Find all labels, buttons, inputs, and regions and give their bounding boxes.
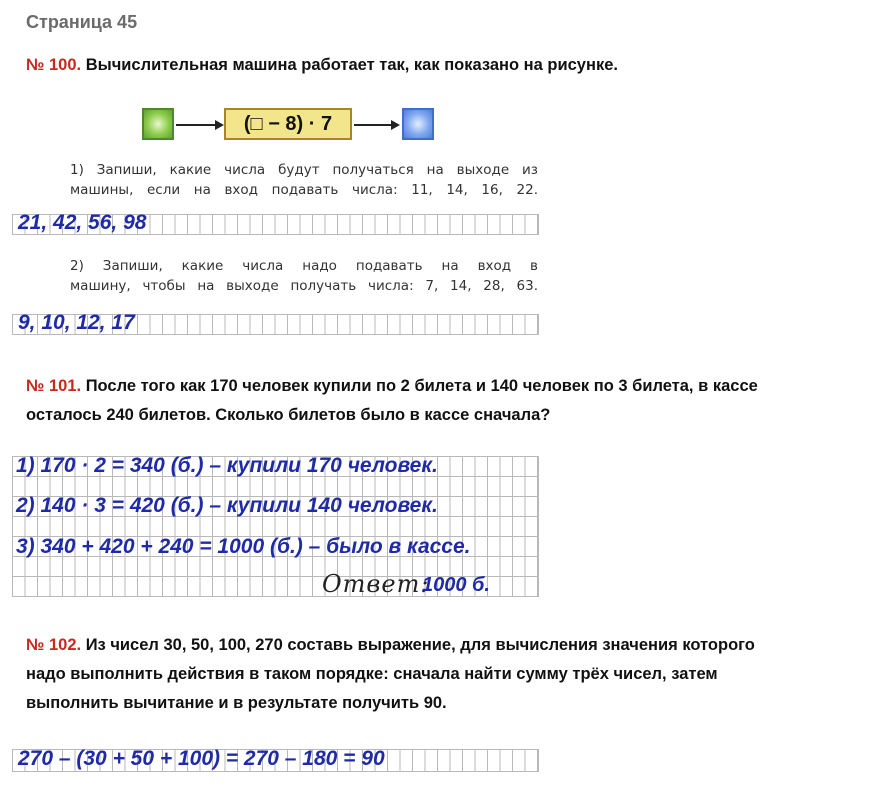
task-100-question-1-line-2: машины, если на вход подавать числа: 11, 14, 16, 22. (70, 182, 538, 198)
task-101-step-1: 1) 170 · 2 = 340 (б.) – купили 170 человек. (16, 454, 438, 477)
task-100-heading (26, 51, 618, 80)
machine-input-square (142, 108, 174, 140)
task-100-question-2-line-2: машину, чтобы на выходе получать числа: 7, 14, 28, 63. (70, 278, 538, 294)
task-100-number: № 100. (26, 56, 82, 74)
task-102-number: № 102. (26, 636, 82, 654)
machine-output-square (402, 108, 434, 140)
task-101-step-3: 3) 340 + 420 + 240 = 1000 (б.) – было в кассе. (16, 535, 471, 558)
task-101-answer-label: Ответ: (322, 570, 430, 598)
task-100-question-1-line-1: 1) Запиши, какие числа будут получаться на выходе из (70, 162, 538, 178)
arrow-right-icon (176, 124, 222, 126)
task-100-question-2-line-1: 2) Запиши, какие числа надо подавать на вход в (70, 258, 538, 274)
task-102-text-line-2: надо выполнить действия в таком порядке: сначала найти сумму трёх чисел, затем (26, 665, 718, 683)
task-100-answer-1: 21, 42, 56, 98 (18, 211, 147, 234)
task-101-step-2: 2) 140 · 3 = 420 (б.) – купили 140 человек. (16, 494, 438, 517)
machine-operation-label: (□ − 8) · 7 (243, 112, 333, 135)
task-102-text-line-3: выполнить вычитание и в результате получить 90. (26, 694, 447, 712)
task-102-heading-line-1 (26, 631, 755, 660)
task-101-number: № 101. (26, 377, 82, 395)
task-101-heading-line-1 (26, 372, 758, 401)
machine-operation-box (224, 108, 352, 140)
task-101-text-line-1: После того как 170 человек купили по 2 билета и 140 человек по 3 билета, в кассе (85, 377, 758, 395)
task-102-answer: 270 – (30 + 50 + 100) = 270 – 180 = 90 (18, 747, 385, 770)
page-title: Страница 45 (26, 12, 138, 32)
task-102-text-line-1: Из чисел 30, 50, 100, 270 составь выражение, для вычисления значения которого (85, 636, 755, 654)
task-100-text: Вычислительная машина работает так, как показано на рисунке. (85, 56, 618, 74)
arrow-right-icon (354, 124, 398, 126)
task-101-answer-value: 1000 б. (422, 574, 490, 596)
task-101-text-line-2: осталось 240 билетов. Сколько билетов было в кассе сначала? (26, 406, 551, 424)
task-100-answer-2: 9, 10, 12, 17 (18, 311, 135, 334)
